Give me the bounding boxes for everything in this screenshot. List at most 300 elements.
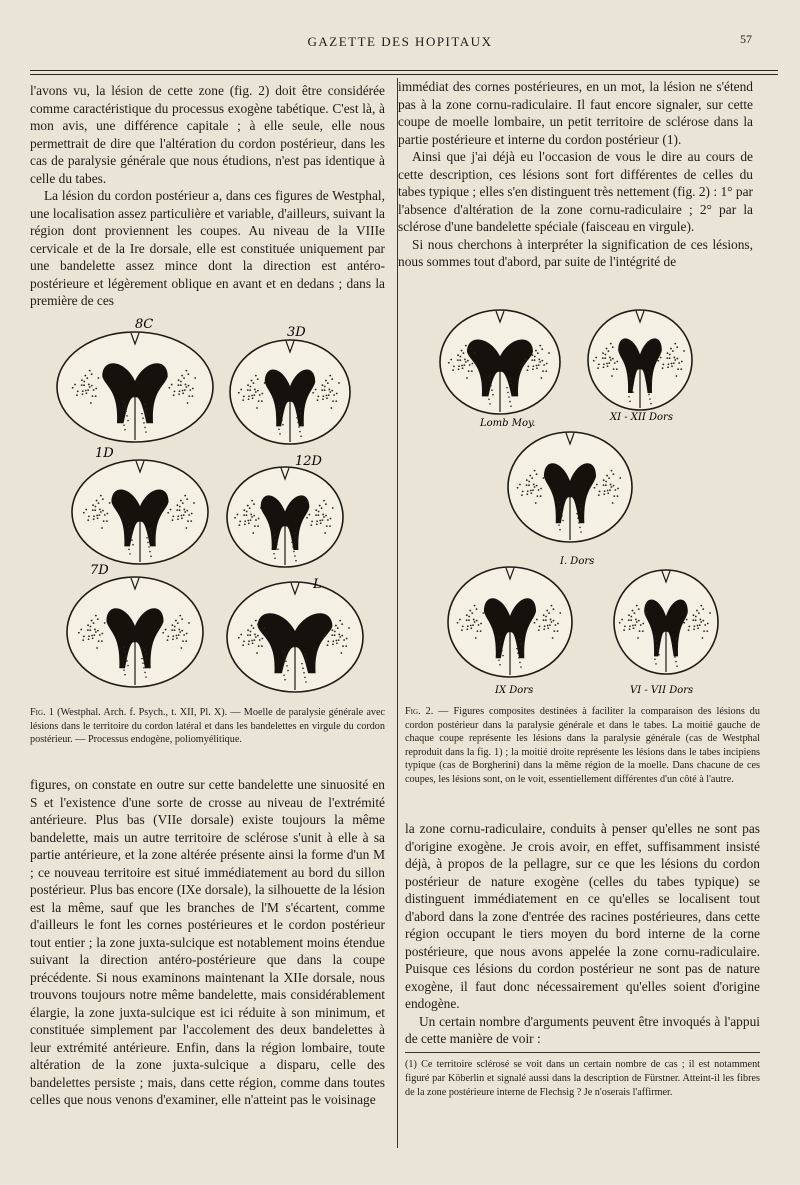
lesion-dot <box>123 424 125 426</box>
lesion-dot <box>501 650 503 652</box>
lesion-dot <box>294 532 296 534</box>
lesion-dot <box>182 392 184 394</box>
lesion-dot <box>251 500 253 502</box>
lesion-dot <box>129 553 131 555</box>
lesion-dot <box>535 502 537 504</box>
lesion-dot <box>88 516 90 518</box>
page-number: 57 <box>740 32 752 46</box>
lesion-dot <box>172 519 174 521</box>
lesion-dot <box>527 366 529 368</box>
lesion-dot <box>184 389 186 391</box>
lesion-dot <box>469 610 471 612</box>
lesion-dot <box>234 517 236 519</box>
lesion-dot <box>247 384 249 386</box>
lesion-dot <box>491 389 493 391</box>
lesion-dot <box>577 517 579 519</box>
lesion-dot <box>93 622 95 624</box>
lesion-dot <box>343 639 345 641</box>
lesion-dot <box>306 517 308 519</box>
lesion-dot <box>316 520 318 522</box>
lesion-dot <box>525 359 527 361</box>
lesion-dot <box>142 662 144 664</box>
lesion-dot <box>145 431 147 433</box>
lesion-dot <box>249 507 251 509</box>
lesion-dot <box>341 635 343 637</box>
lesion-dot <box>143 422 145 424</box>
lesion-dot <box>465 361 467 363</box>
lesion-dot <box>658 654 660 656</box>
lesion-dot <box>476 608 478 610</box>
figure-1-label: 12D <box>295 454 322 469</box>
lesion-dot <box>185 527 187 529</box>
footnote-rule <box>405 1052 760 1053</box>
lesion-dot <box>255 519 257 521</box>
figure-1-label: 7D <box>90 563 109 578</box>
lesion-dot <box>85 509 87 511</box>
lesion-dot <box>88 635 90 637</box>
lesion-dot <box>177 518 179 520</box>
lesion-dot <box>688 629 690 631</box>
lesion-dot <box>467 348 469 350</box>
lesion-dot <box>96 500 98 502</box>
lesion-dot <box>102 498 104 500</box>
lesion-dot <box>284 679 286 681</box>
cord-section <box>448 567 572 677</box>
lesion-dot <box>330 518 332 520</box>
lesion-dot <box>534 622 536 624</box>
lesion-dot <box>507 392 509 394</box>
lesion-dot <box>534 486 536 488</box>
lesion-dot <box>537 352 539 354</box>
lesion-dot <box>673 362 675 364</box>
lesion-dot <box>180 381 182 383</box>
lesion-dot <box>170 509 172 511</box>
lesion-dot <box>181 375 183 377</box>
lesion-dot <box>697 625 699 627</box>
lesion-dot <box>278 429 280 431</box>
lesion-dot <box>558 524 560 526</box>
lesion-dot <box>609 489 611 491</box>
lesion-dot <box>562 520 564 522</box>
lesion-dot <box>331 378 333 380</box>
lesion-dot <box>82 639 84 641</box>
lesion-dot <box>182 640 184 642</box>
lesion-dot <box>87 624 89 626</box>
lesion-dot <box>321 389 323 391</box>
lesion-dot <box>238 637 240 639</box>
lesion-dot <box>126 415 128 417</box>
lesion-dot <box>244 523 246 525</box>
lesion-dot <box>634 612 636 614</box>
lesion-dot <box>459 359 461 361</box>
lesion-dot <box>185 384 187 386</box>
lesion-dot <box>698 612 700 614</box>
lesion-dot <box>187 402 189 404</box>
lesion-dot <box>676 346 678 348</box>
lesion-dot <box>606 475 608 477</box>
lesion-dot <box>305 658 307 660</box>
lesion-dot <box>318 511 320 513</box>
lesion-dot <box>317 399 319 401</box>
lesion-dot <box>184 495 186 497</box>
lesion-dot <box>247 520 249 522</box>
lesion-dot <box>259 639 261 641</box>
lesion-dot <box>240 634 242 636</box>
lesion-dot <box>319 505 321 507</box>
lesion-dot <box>596 484 598 486</box>
lesion-dot <box>543 364 545 366</box>
lesion-dot <box>257 525 259 527</box>
lesion-dot <box>334 634 336 636</box>
lesion-dot <box>178 393 180 395</box>
lesion-dot <box>243 509 245 511</box>
lesion-dot <box>183 514 185 516</box>
lesion-dot <box>526 493 528 495</box>
lesion-dot <box>551 621 553 623</box>
lesion-dot <box>255 620 257 622</box>
paragraph: immédiat des cornes postérieures, en un mot, la lésion ne s'étend pas à la zone cornu-radiculaire. Il faut encore signaler, sur cette coupe de moelle lombaire, un petit territoire de sclérose dans la partie postérieure et interne du cordon postérieur (1). <box>398 79 753 147</box>
lesion-dot <box>326 395 328 397</box>
lesion-dot <box>294 555 296 557</box>
lesion-dot <box>72 387 74 389</box>
lesion-dot <box>171 384 173 386</box>
lesion-dot <box>657 360 659 362</box>
lesion-dot <box>576 513 578 515</box>
lesion-dot <box>602 352 604 354</box>
lesion-dot <box>597 367 599 369</box>
lesion-dot <box>612 358 614 360</box>
lesion-dot <box>125 411 127 413</box>
lesion-dot <box>506 387 508 389</box>
lesion-dot <box>677 368 679 370</box>
lesion-dot <box>526 479 528 481</box>
lesion-dot <box>247 629 249 631</box>
lesion-dot <box>333 394 335 396</box>
lesion-dot <box>124 429 126 431</box>
cord-section <box>227 582 363 692</box>
lesion-dot <box>346 638 348 640</box>
lesion-dot <box>186 498 188 500</box>
lesion-dot <box>251 625 253 627</box>
lesion-dot <box>559 612 561 614</box>
lesion-dot <box>553 630 555 632</box>
lesion-dot <box>616 368 618 370</box>
lesion-dot <box>559 506 561 508</box>
lesion-dot <box>538 629 540 631</box>
lesion-dot <box>518 657 520 659</box>
lesion-dot <box>640 624 642 626</box>
lesion-dot <box>124 406 126 408</box>
paragraph: Ainsi que j'ai déjà eu l'occasion de vous le dire au cours de cette description, ces lésions sont fort différentes de celles du tabes typique ; elles s'en distinguent très nettement (fig. 2) : 1° par l'absence d'altération de la zone cornu-radiculaire ; 2° par la sclérose d'une bandelette spéciale (faisceau en virgule). <box>398 149 753 234</box>
lesion-dot <box>539 626 541 628</box>
lesion-dot <box>638 608 640 610</box>
lesion-dot <box>93 518 95 520</box>
lesion-dot <box>519 484 521 486</box>
lesion-dot <box>89 629 91 631</box>
lesion-dot <box>642 630 644 632</box>
lesion-dot <box>530 490 532 492</box>
figure-1-label: 3D <box>287 325 306 340</box>
lesion-dot <box>168 387 170 389</box>
lesion-dot <box>632 625 634 627</box>
lesion-dot <box>317 514 319 516</box>
lesion-dot <box>553 608 555 610</box>
lesion-dot <box>95 631 97 633</box>
lesion-dot <box>93 515 95 517</box>
figure-2-label: Lomb Moy. <box>480 418 536 429</box>
lesion-dot <box>329 391 331 393</box>
lesion-dot <box>293 551 295 553</box>
lesion-dot <box>329 375 331 377</box>
lesion-dot <box>308 514 310 516</box>
lesion-dot <box>457 359 459 361</box>
lesion-dot <box>490 385 492 387</box>
lesion-dot <box>593 360 595 362</box>
lesion-dot <box>530 492 532 494</box>
lesion-dot <box>145 408 147 410</box>
lesion-dot <box>693 614 695 616</box>
lesion-dot <box>123 669 125 671</box>
lesion-dot <box>536 367 538 369</box>
lesion-dot <box>629 401 631 403</box>
lesion-dot <box>255 636 257 638</box>
lesion-dot <box>182 502 184 504</box>
lesion-dot <box>472 624 474 626</box>
lesion-dot <box>258 518 260 520</box>
lesion-dot <box>239 521 241 523</box>
lesion-dot <box>315 514 317 516</box>
lesion-dot <box>297 422 299 424</box>
lesion-dot <box>623 629 625 631</box>
cord-section <box>227 467 343 567</box>
lesion-dot <box>254 525 256 527</box>
lesion-dot <box>311 521 313 523</box>
cord-section <box>57 332 213 442</box>
lesion-dot <box>534 359 536 361</box>
lesion-dot <box>327 641 329 643</box>
lesion-dot <box>535 350 537 352</box>
lesion-dot <box>536 485 538 487</box>
lesion-dot <box>539 361 541 363</box>
lesion-dot <box>295 560 297 562</box>
lesion-dot <box>474 621 476 623</box>
lesion-dot <box>603 366 605 368</box>
lesion-dot <box>452 369 454 371</box>
lesion-dot <box>339 620 341 622</box>
lesion-dot <box>142 417 144 419</box>
lesion-dot <box>103 520 105 522</box>
lesion-dot <box>315 389 317 391</box>
lesion-dot <box>702 637 704 639</box>
left-column-bottom <box>30 776 385 1109</box>
lesion-dot <box>188 395 190 397</box>
lesion-dot <box>178 384 180 386</box>
lesion-dot <box>614 362 616 364</box>
lesion-dot <box>147 542 149 544</box>
lesion-dot <box>298 426 300 428</box>
lesion-dot <box>99 509 101 511</box>
lesion-dot <box>648 394 650 396</box>
lesion-dot <box>670 348 672 350</box>
lesion-dot <box>336 393 338 395</box>
lesion-dot <box>255 391 257 393</box>
lesion-dot <box>250 514 252 516</box>
lesion-dot <box>102 510 104 512</box>
lesion-dot <box>471 363 473 365</box>
lesion-dot <box>519 662 521 664</box>
lesion-dot <box>628 614 630 616</box>
lesion-dot <box>536 473 538 475</box>
lesion-dot <box>332 629 334 631</box>
lesion-dot <box>482 612 484 614</box>
lesion-dot <box>92 395 94 397</box>
lesion-dot <box>459 356 461 358</box>
figure-2-caption-label: Fig. 2. <box>405 706 434 717</box>
lesion-dot <box>100 511 102 513</box>
lesion-dot <box>642 623 644 625</box>
lesion-dot <box>98 514 100 516</box>
lesion-dot <box>238 392 240 394</box>
lesion-dot <box>101 527 103 529</box>
lesion-dot <box>325 503 327 505</box>
lesion-dot <box>177 515 179 517</box>
lesion-dot <box>614 489 616 491</box>
lesion-dot <box>462 626 464 628</box>
lesion-dot <box>326 397 328 399</box>
lesion-dot <box>630 382 632 384</box>
lesion-dot <box>144 672 146 674</box>
lesion-dot <box>649 375 651 377</box>
lesion-dot <box>531 477 533 479</box>
lesion-dot <box>549 624 551 626</box>
lesion-dot <box>100 495 102 497</box>
lesion-dot <box>630 619 632 621</box>
lesion-dot <box>104 622 106 624</box>
lesion-dot <box>673 357 675 359</box>
lesion-dot <box>492 394 494 396</box>
lesion-dot <box>488 399 490 401</box>
lesion-dot <box>243 514 245 516</box>
footnote: (1) Ce territoire sclérosé se voit dans un certain nombre de cas ; il est notamment figuré par Köberlin et signalé aussi dans la description de Fürstner. Atteint-il les fibres de la zone postérieure interne de Flechsig ? Je n'oserais l'affirmer. <box>405 1059 760 1098</box>
lesion-dot <box>310 524 312 526</box>
lesion-dot <box>95 506 97 508</box>
lesion-dot <box>174 629 176 631</box>
lesion-dot <box>467 360 469 362</box>
lesion-dot <box>253 515 255 517</box>
lesion-dot <box>312 392 314 394</box>
lesion-dot <box>579 504 581 506</box>
lesion-dot <box>604 490 606 492</box>
lesion-dot <box>180 515 182 517</box>
lesion-dot <box>190 520 192 522</box>
lesion-dot <box>131 539 133 541</box>
lesion-dot <box>124 651 126 653</box>
lesion-dot <box>468 616 470 618</box>
lesion-dot <box>603 363 605 365</box>
lesion-dot <box>256 652 258 654</box>
lesion-dot <box>500 646 502 648</box>
lesion-dot <box>338 639 340 641</box>
lesion-dot <box>260 507 262 509</box>
lesion-dot <box>508 396 510 398</box>
lesion-dot <box>470 627 472 629</box>
lesion-dot <box>292 546 294 548</box>
lesion-dot <box>527 369 529 371</box>
lesion-dot <box>662 364 664 366</box>
lesion-dot <box>702 620 704 622</box>
lesion-dot <box>578 522 580 524</box>
lesion-dot <box>331 634 333 636</box>
lesion-dot <box>331 390 333 392</box>
lesion-dot <box>250 631 252 633</box>
lesion-dot <box>173 394 175 396</box>
lesion-dot <box>96 515 98 517</box>
lesion-dot <box>675 661 677 663</box>
lesion-dot <box>177 504 179 506</box>
lesion-dot <box>605 481 607 483</box>
lesion-dot <box>180 384 182 386</box>
lesion-dot <box>488 376 490 378</box>
lesion-dot <box>143 667 145 669</box>
header-rule-bottom <box>30 74 778 75</box>
lesion-dot <box>274 535 276 537</box>
lesion-dot <box>252 397 254 399</box>
lesion-dot <box>248 398 250 400</box>
lesion-dot <box>304 677 306 679</box>
lesion-dot <box>635 619 637 621</box>
lesion-dot <box>98 377 100 379</box>
lesion-dot <box>325 515 327 517</box>
lesion-dot <box>534 356 536 358</box>
figure-1-caption-label: Fig. 1 <box>30 707 54 718</box>
lesion-dot <box>520 643 522 645</box>
lesion-dot <box>545 619 547 621</box>
lesion-dot <box>478 624 480 626</box>
lesion-dot <box>560 511 562 513</box>
lesion-dot <box>468 370 470 372</box>
lesion-dot <box>671 365 673 367</box>
lesion-dot <box>192 388 194 390</box>
lesion-dot <box>598 364 600 366</box>
lesion-dot <box>543 619 545 621</box>
lesion-dot <box>257 623 259 625</box>
lesion-dot <box>702 608 704 610</box>
lesion-dot <box>538 364 540 366</box>
lesion-dot <box>81 384 83 386</box>
lesion-dot <box>299 408 301 410</box>
lesion-dot <box>86 377 88 379</box>
lesion-dot <box>619 622 621 624</box>
lesion-dot <box>457 354 459 356</box>
lesion-dot <box>480 623 482 625</box>
lesion-dot <box>610 359 612 361</box>
lesion-dot <box>542 477 544 479</box>
lesion-dot <box>617 488 619 490</box>
lesion-dot <box>621 619 623 621</box>
lesion-dot <box>608 362 610 364</box>
lesion-dot <box>273 530 275 532</box>
lesion-dot <box>93 389 95 391</box>
figure-2-caption <box>405 705 760 787</box>
lesion-dot <box>528 481 530 483</box>
lesion-dot <box>554 624 556 626</box>
lesion-dot <box>676 358 678 360</box>
lesion-dot <box>327 382 329 384</box>
lesion-dot <box>520 666 522 668</box>
lesion-dot <box>465 345 467 347</box>
lesion-dot <box>244 520 246 522</box>
lesion-dot <box>76 394 78 396</box>
